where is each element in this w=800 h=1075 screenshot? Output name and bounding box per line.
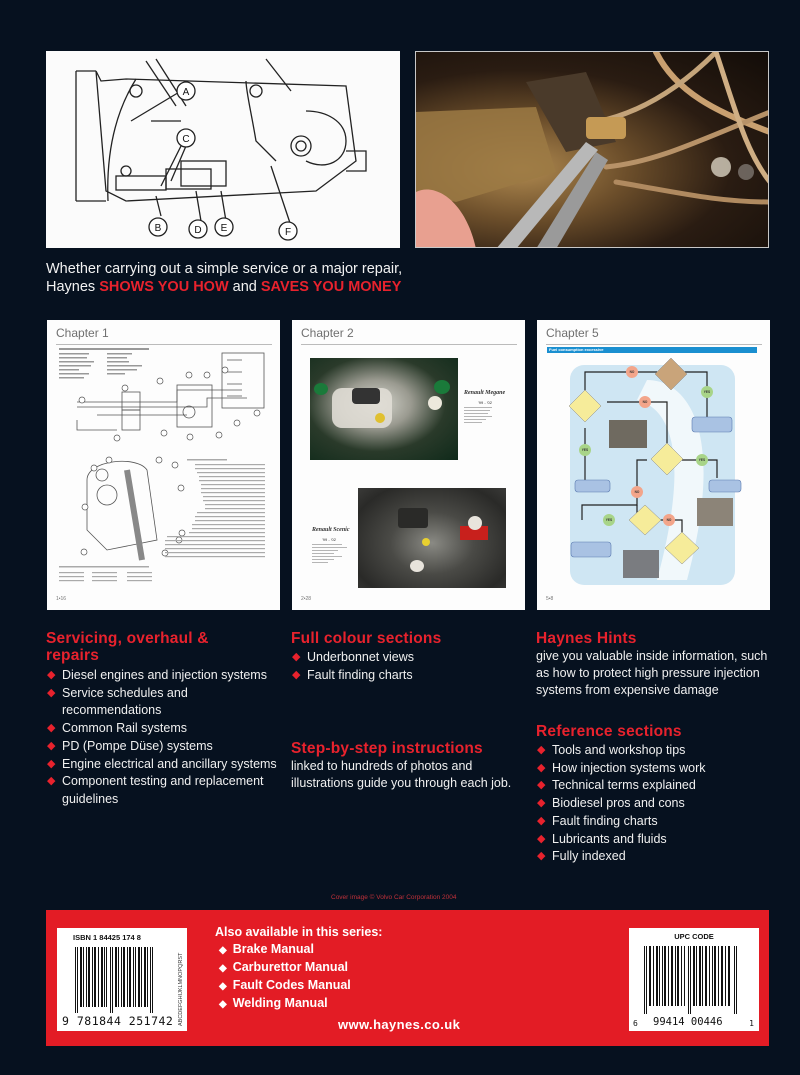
- series-item: ◆ Carburettor Manual: [219, 960, 348, 974]
- chapter-2-title: Chapter 2: [301, 326, 354, 340]
- list-item: ◆ Diesel engines and injection systems: [46, 667, 281, 685]
- chapter-1-page-thumbnail: [47, 320, 280, 610]
- diamond-bullet-icon: ◆: [219, 981, 227, 992]
- servicing-list: [46, 667, 281, 809]
- diamond-bullet-icon: ◆: [537, 744, 546, 756]
- also-available-heading: Also available in this series:: [215, 925, 383, 939]
- upc-right-digit: 1: [749, 1019, 754, 1028]
- svg-text:NO: NO: [629, 370, 635, 375]
- megane-engine-photo: [310, 358, 458, 460]
- svg-text:NO: NO: [642, 400, 648, 405]
- diamond-bullet-icon: ◆: [537, 797, 546, 810]
- diamond-bullet-icon: ◆: [47, 757, 56, 770]
- upc-label: UPC CODE: [674, 932, 714, 941]
- series-item: ◆ Brake Manual: [219, 942, 314, 956]
- callout-d: D: [194, 225, 202, 236]
- diamond-bullet-icon: ◆: [292, 668, 301, 681]
- list-item: ◆ Component testing and replacement guidelines: [47, 774, 264, 806]
- saves-you-money-highlight: SAVES YOU MONEY: [260, 279, 402, 295]
- intro-connector: and: [228, 279, 261, 295]
- injection-pump-diagram: [46, 51, 400, 248]
- haynes-hints-text: give you valuable inside information, such as how to protect high pressure injection systems from expensive damage: [536, 649, 768, 697]
- haynes-hints-heading: Haynes Hints: [536, 630, 637, 647]
- diamond-bullet-icon: ◆: [219, 945, 227, 956]
- cover-image-credit: Cover image © Volvo Car Corporation 2004: [331, 894, 457, 901]
- reference-heading: Reference sections: [536, 723, 682, 740]
- list-item: ◆ Technical terms explained: [536, 777, 786, 795]
- chapter-5-title: Chapter 5: [546, 326, 599, 340]
- scenic-label: Renault Scenic: [312, 527, 350, 533]
- megane-label: Renault Megane: [464, 390, 506, 396]
- diamond-bullet-icon: ◆: [47, 775, 56, 788]
- upc-barcode: [629, 928, 759, 1031]
- callout-e: E: [220, 223, 228, 234]
- list-item: ◆ Tools and workshop tips: [536, 742, 786, 760]
- spanner-photo-art: [416, 52, 769, 248]
- fault-finding-flowchart: [537, 320, 770, 610]
- injector-pipe-photo: [415, 51, 769, 248]
- svg-text:YES: YES: [605, 518, 613, 523]
- list-item: ◆ Underbonnet views: [291, 649, 531, 667]
- haynes-hints-section: [536, 630, 786, 699]
- full-colour-heading: Full colour sections: [291, 630, 442, 647]
- list-item: ◆ PD (Pompe Düse) systems: [46, 738, 281, 756]
- intro-tagline: [46, 260, 446, 296]
- diamond-bullet-icon: ◆: [537, 761, 546, 774]
- diamond-bullet-icon: ◆: [537, 832, 546, 845]
- callout-f: F: [284, 227, 292, 238]
- callout-c: C: [182, 134, 190, 145]
- callout-a: A: [182, 87, 190, 98]
- series-item: ◆ Fault Codes Manual: [219, 978, 351, 992]
- svg-text:YES: YES: [703, 390, 711, 395]
- fault-chart-banner: Fuel consumption excessive: [547, 347, 757, 353]
- upc-left-digit: 6: [633, 1019, 638, 1028]
- list-item: ◆ Fault finding charts: [536, 813, 786, 831]
- list-item: ◆ Fault finding charts: [291, 667, 531, 685]
- shows-you-how-highlight: SHOWS YOU HOW: [99, 279, 229, 295]
- megane-years: '99 - '02: [478, 400, 492, 405]
- reference-section: [536, 723, 786, 866]
- svg-text:NO: NO: [666, 518, 672, 523]
- pump-line-drawing: [46, 51, 400, 248]
- fuel-system-schematic: [47, 320, 280, 610]
- intro-line-1: Whether carrying out a simple service or a major repair,: [46, 261, 403, 277]
- chapter-1-title: Chapter 1: [56, 326, 109, 340]
- servicing-section: [46, 630, 281, 809]
- diamond-bullet-icon: ◆: [219, 999, 227, 1010]
- also-available-section: [215, 925, 382, 1013]
- diamond-bullet-icon: ◆: [219, 963, 227, 974]
- scenic-engine-photo: [358, 488, 506, 588]
- upc-number: 99414 00446: [653, 1016, 723, 1028]
- diamond-bullet-icon: ◆: [47, 669, 56, 681]
- diamond-bullet-icon: ◆: [537, 814, 546, 827]
- chapter-5-page-number: 5•8: [546, 596, 554, 602]
- haynes-website-link[interactable]: www.haynes.co.uk: [338, 1017, 461, 1032]
- svg-text:NO: NO: [634, 490, 640, 495]
- chapter-2-page-thumbnail: [292, 320, 525, 610]
- step-by-step-section: [291, 740, 531, 792]
- full-colour-section: [291, 630, 531, 684]
- reference-list: [536, 742, 786, 866]
- diamond-bullet-icon: ◆: [292, 651, 301, 663]
- svg-text:YES: YES: [581, 448, 589, 453]
- isbn-barcode-bars: [75, 947, 153, 1013]
- servicing-heading: Servicing, overhaul & repairs: [46, 630, 209, 664]
- list-item: ◆ Lubricants and fluids: [536, 831, 786, 849]
- list-item: ◆ Fully indexed: [536, 848, 786, 866]
- list-item: ◆ Engine electrical and ancillary systems: [46, 756, 281, 774]
- list-item: ◆ Common Rail systems: [46, 720, 281, 738]
- diamond-bullet-icon: ◆: [47, 686, 56, 699]
- diamond-bullet-icon: ◆: [537, 850, 546, 863]
- scenic-years: '99 - '02: [322, 537, 336, 542]
- callout-b: B: [154, 223, 162, 234]
- intro-line-2: [46, 278, 446, 296]
- intro-prefix: Haynes: [46, 279, 100, 295]
- diamond-bullet-icon: ◆: [47, 722, 56, 735]
- diamond-bullet-icon: ◆: [537, 779, 546, 792]
- isbn-label: ISBN 1 84425 174 8: [73, 933, 141, 942]
- upc-barcode-bars: [644, 946, 740, 1014]
- diamond-bullet-icon: ◆: [47, 739, 56, 752]
- list-item: ◆ Service schedules and recommendations: [47, 685, 188, 718]
- full-colour-list: [291, 649, 531, 684]
- isbn-side-text: ABCDEFGHIJKLMNOPQRST: [178, 952, 184, 1026]
- isbn-number: 9 781844 251742: [62, 1014, 174, 1028]
- chapter-5-page-thumbnail: [537, 320, 770, 610]
- isbn-barcode: [57, 928, 187, 1031]
- list-item: ◆ How injection systems work: [536, 760, 786, 778]
- step-by-step-text: linked to hundreds of photos and illustrations guide you through each job.: [291, 759, 512, 790]
- step-by-step-heading: Step-by-step instructions: [291, 740, 483, 757]
- svg-text:YES: YES: [698, 458, 706, 463]
- list-item: ◆ Biodiesel pros and cons: [536, 795, 786, 813]
- also-available-list: [215, 941, 382, 1013]
- chapter-1-page-number: 1•16: [56, 596, 67, 602]
- chapter-2-rule: [301, 344, 517, 345]
- chapter-2-page-number: 2•28: [301, 596, 312, 602]
- series-item: ◆ Welding Manual: [219, 996, 328, 1010]
